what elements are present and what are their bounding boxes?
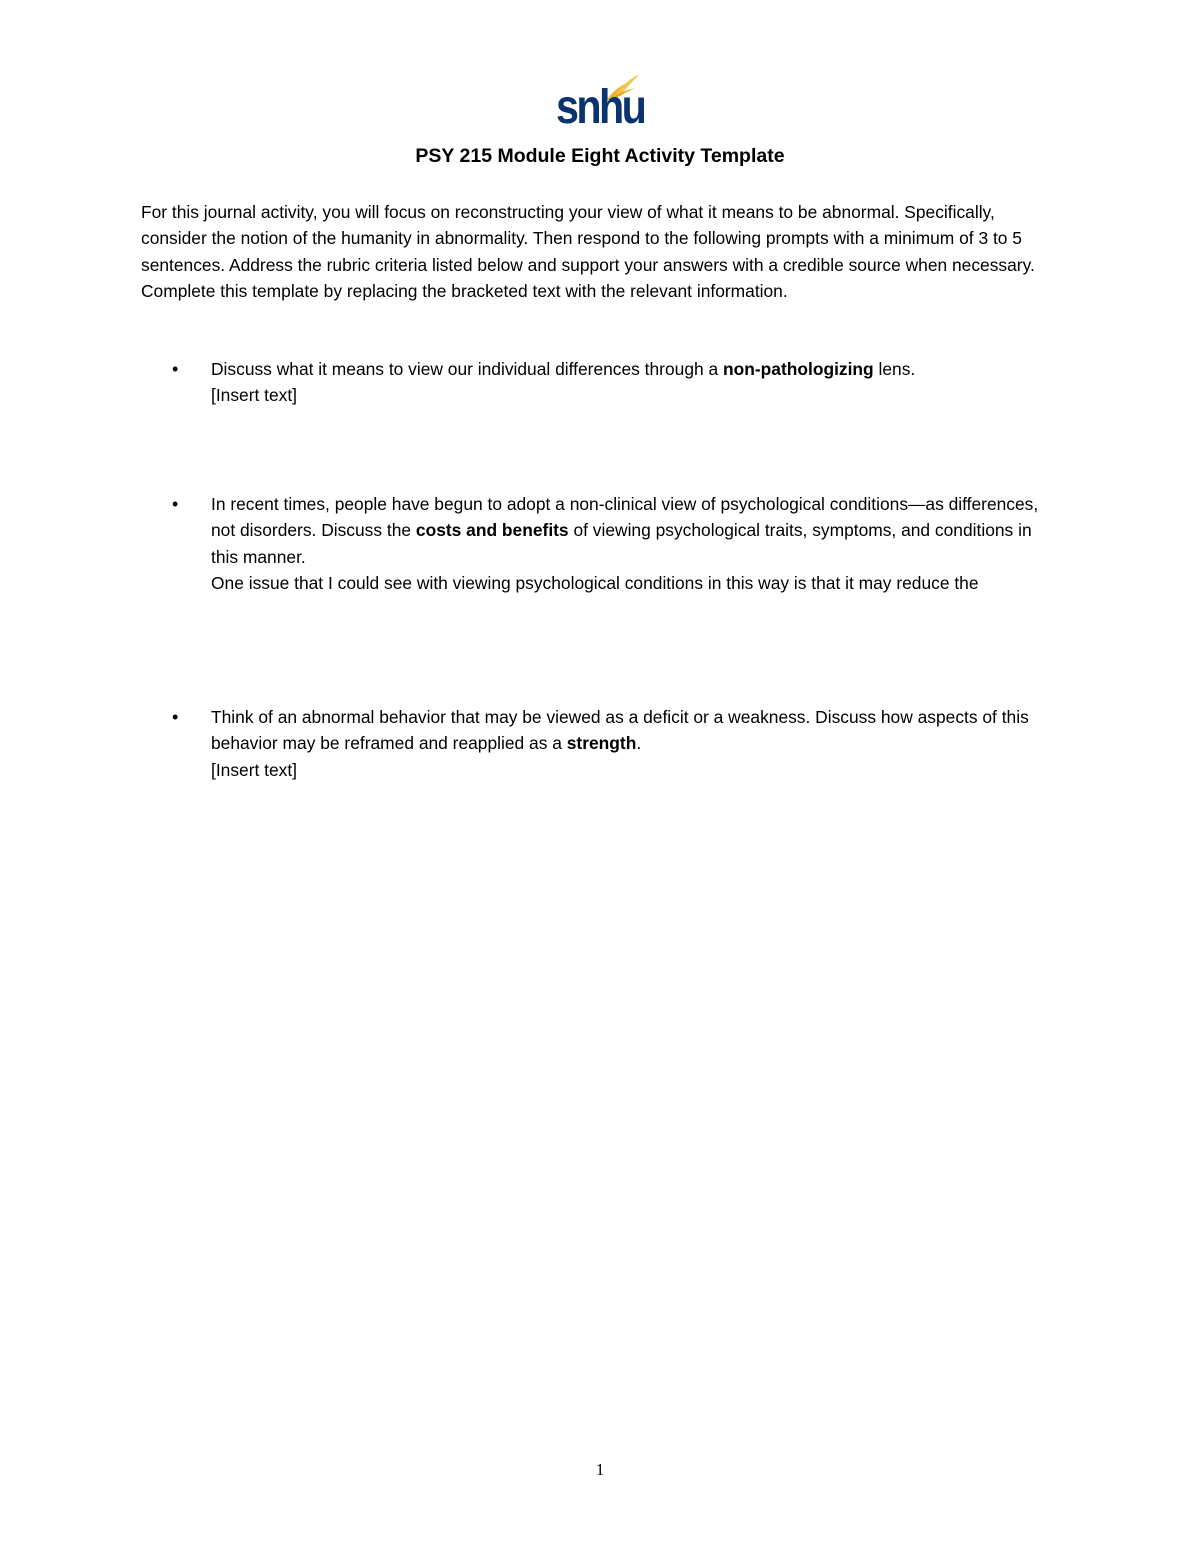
response-text[interactable]: One issue that I could see with viewing psychological conditions in this way is that it may reduce the [211, 573, 979, 594]
bullet-icon: • [172, 359, 179, 379]
response-text[interactable]: [Insert text] [211, 385, 298, 406]
list-item [211, 491, 1061, 597]
response-text[interactable]: [Insert text] [211, 759, 298, 780]
prompt-text: Discuss what it means to view our individual differences through a non-pathologizing lens. [211, 359, 916, 379]
bullet-icon: • [172, 494, 179, 514]
prompt-text: In recent times, people have begun to adopt a non-clinical view of psychological conditions—as differences, not disorders. Discuss the costs and benefits of viewing psychological traits, symptoms, and conditions in this manner. [211, 494, 1039, 567]
page-title: PSY 215 Module Eight Activity Template [415, 145, 785, 167]
list-item [211, 356, 1061, 409]
intro-paragraph: For this journal activity, you will focus on reconstructing your view of what it means to be abnormal. Specifically, consider the notion of the humanity in abnormality. Then respond to the following prompts with a minimum of 3 to 5 sentences. Address the rubric criteria listed below and support your answers with a credible source when necessary. Complete this template by replacing the bracketed text with the relevant information. [141, 202, 1035, 302]
page-number: 1 [595, 1460, 605, 1479]
logo-wordmark: snhu [556, 81, 645, 134]
list-item [211, 704, 1061, 783]
snhu-logo [553, 72, 643, 134]
bullet-icon: • [172, 707, 179, 727]
prompt-text: Think of an abnormal behavior that may be viewed as a deficit or a weakness. Discuss how aspects of this behavior may be reframed and reapplied as a strength. [211, 707, 1029, 754]
